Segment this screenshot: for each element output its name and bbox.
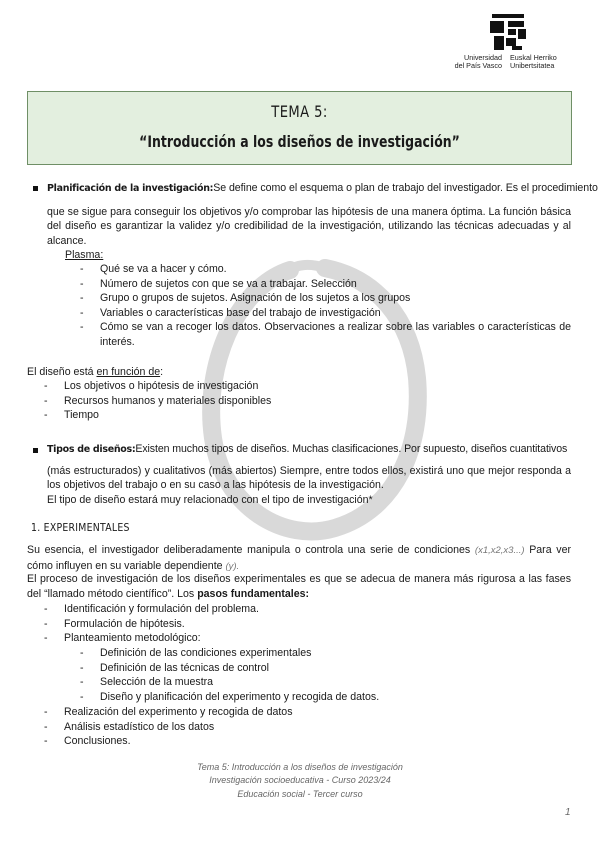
experimentales-paragraph-1: Su esencia, el investigador deliberadamente manipula o controla una serie de condiciones (x1,x2,x3...) Para ver cómo influyen en su variable dependiente (y). [27, 544, 572, 572]
list-item: - Qué se va a hacer y cómo. [100, 262, 571, 277]
tipos-section [47, 442, 571, 507]
logo-text-spanish: Universidad del País Vasco [454, 53, 502, 70]
list-item: - Grupo o grupos de sujetos. Asignación de los sujetos a los grupos [100, 291, 571, 306]
list-item: - Realización del experimento y recogida de datos [64, 705, 293, 720]
list-item: - Definición de las técnicas de control [100, 661, 379, 676]
list-item: - Tiempo [64, 408, 271, 423]
list-item: - Variables o características base del trabajo de investigación [100, 306, 571, 321]
list-item: - Número de sujetos con que se va a trabajar. Selección [100, 277, 571, 292]
list-item: - Recursos humanos y materiales disponibles [64, 394, 271, 409]
funcion-list [64, 379, 271, 423]
list-item: - Análisis estadístico de los datos [64, 720, 293, 735]
footer-line: Educación social - Tercer curso [237, 788, 363, 799]
title-line2: “Introducción a los diseños de investigación” [139, 132, 460, 151]
square-bullet-icon [33, 448, 38, 453]
page-number: 1 [565, 807, 571, 818]
planificacion-definition: que se sigue para conseguir los objetivos y/o comprobar las hipótesis de una manera óptima. La función básica del diseño es garantizar la validez y/o credibilidad de la investigación, utilizando las técnicas adecuadas y al alcance. [47, 205, 571, 247]
page-footer [0, 761, 600, 801]
title-line1: TEMA 5: [271, 102, 328, 121]
tipos-last-line: El tipo de diseño estará muy relacionado con el tipo de investigación* [47, 493, 373, 506]
footer-line: Tema 5: Introducción a los diseños de investigación [197, 762, 403, 772]
footer-line: Investigación socioeducativa - Curso 2023/24 [209, 775, 391, 786]
list-item: - Los objetivos o hipótesis de investigación [64, 379, 271, 394]
plasma-label: Plasma: [65, 249, 104, 261]
tipos-term: Tipos de diseños: [47, 444, 136, 455]
list-item: - Planteamiento metodológico: [64, 631, 259, 646]
list-item: - Identificación y formulación del problema. [64, 602, 259, 617]
title-box [27, 91, 572, 165]
square-bullet-icon [33, 186, 38, 191]
experimentales-heading: 1. EXPERIMENTALES [31, 521, 130, 534]
tipos-rest: (más estructurados) y cualitativos (más abiertos) Siempre, entre todos ellos, existirá uno que mejor responda a los objetivos del trabajo o en su caso a las hipótesis de la investigación. [47, 464, 571, 492]
list-item: - Diseño y planificación del experimento y recogida de datos. [100, 690, 379, 705]
list-item: - Selección de la muestra [100, 675, 379, 690]
steps-after-list [64, 705, 293, 749]
university-logo [444, 14, 574, 76]
experimentales-paragraph-2: El proceso de investigación de los diseños experimentales es que se adecua de manera más rigurosa a las fases del “llamado método científico”. Los pasos fundamentales: [27, 573, 571, 600]
upv-ehu-logo-icon [488, 14, 528, 52]
plasma-list [100, 262, 571, 350]
list-item: - Conclusiones. [64, 734, 293, 749]
planificacion-first-line: Se define como el esquema o plan de trabajo del investigador. Es el procedimiento [213, 182, 598, 194]
planificacion-section [47, 181, 598, 248]
planificacion-term: Planificación de la investigación: [47, 183, 214, 194]
tipos-first-line: Existen muchos tipos de diseños. Muchas clasificaciones. Por supuesto, diseños cuantitativos [135, 443, 568, 455]
list-item: - Definición de las condiciones experimentales [100, 646, 379, 661]
logo-text-basque: Euskal Herriko Unibertsitatea [510, 53, 557, 70]
steps-list [64, 602, 259, 646]
funcion-intro: El diseño está en función de: [27, 366, 164, 378]
sub-steps-list [100, 646, 379, 704]
list-item: - Formulación de hipótesis. [64, 617, 259, 632]
list-item: - Cómo se van a recoger los datos. Observaciones a realizar sobre las variables o características de interés. [100, 320, 571, 349]
